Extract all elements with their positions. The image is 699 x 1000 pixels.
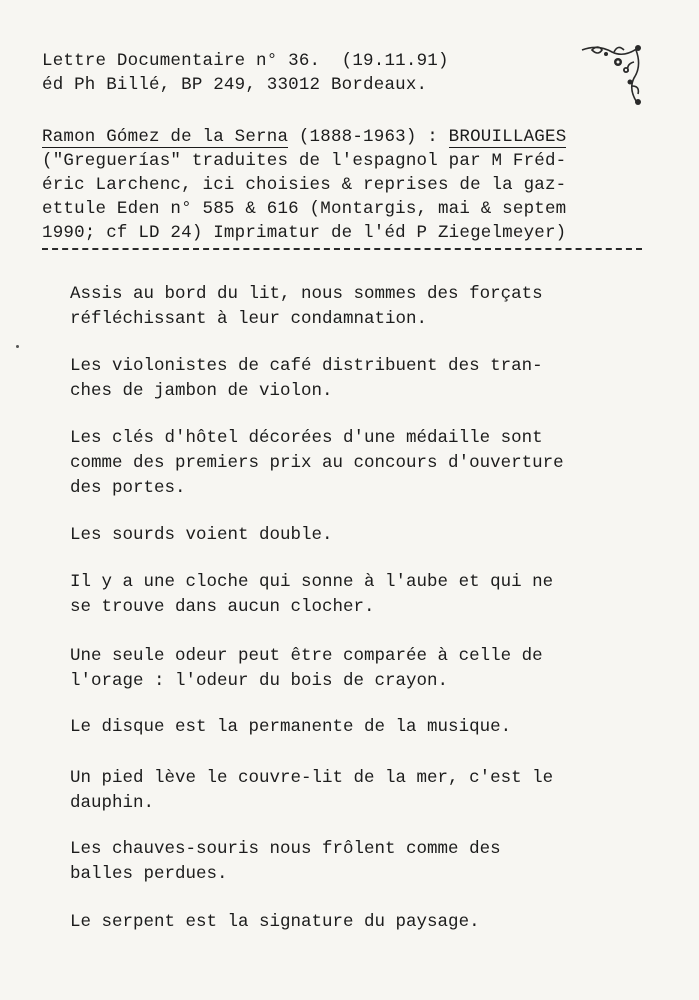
gregueria-paragraph [70,715,650,740]
gregueria-line: comme des premiers prix au concours d'ouverture [70,453,564,473]
gregueria-line: l'orage : l'odeur du bois de crayon. [70,671,449,691]
gregueria-paragraph [70,282,650,332]
author-dates: (1888-1963) : [288,127,449,147]
gregueria-line: dauphin. [70,793,155,813]
author-name: Ramon Gómez de la Serna [42,127,289,147]
gregueria-line: Les sourds voient double. [70,525,333,545]
intro-line-4: 1990; cf LD 24) Imprimatur de l'éd P Ziegelmeyer) [42,223,567,243]
gregueria-paragraph [70,644,650,694]
gregueria-line: Le disque est la permanente de la musique. [70,717,512,737]
gregueria-paragraph [70,523,650,548]
intro-line-2: éric Larchenc, ici choisies & reprises de la gaz- [42,175,567,195]
gregueria-line: des portes. [70,478,186,498]
paper-speck [16,345,19,348]
gregueria-line: réfléchissant à leur condamnation. [70,309,428,329]
gregueria-line: Les chauves-souris nous frôlent comme des [70,839,501,859]
gregueria-paragraph [70,910,650,935]
gregueria-paragraph [70,570,650,620]
gregueria-line: se trouve dans aucun clocher. [70,597,375,617]
gregueria-paragraph [70,837,650,887]
work-title: BROUILLAGES [448,127,567,147]
gregueria-line: Le serpent est la signature du paysage. [70,912,480,932]
newsletter-number: Lettre Documentaire n° 36. [42,51,321,71]
gregueria-line: Les violonistes de café distribuent des tran- [70,356,543,376]
gregueria-line: Il y a une cloche qui sonne à l'aube et qui ne [70,572,554,592]
gregueria-line: Une seule odeur peut être comparée à celle de [70,646,543,666]
gregueria-paragraph [70,354,650,404]
dashed-divider [42,248,642,250]
intro-line-1: ("Greguerías" traduites de l'espagnol par M Fréd- [42,151,567,171]
floral-corner-icon [578,42,644,108]
gregueria-line: Assis au bord du lit, nous sommes des forçats [70,284,543,304]
intro-line-3: ettule Eden n° 585 & 616 (Montargis, mai & septem [42,199,567,219]
title-line [42,126,566,148]
newsletter-date: (19.11.91) [341,51,449,71]
header-line-2: éd Ph Billé, BP 249, 33012 Bordeaux. [42,75,428,95]
gregueria-line: Les clés d'hôtel décorées d'une médaille sont [70,428,543,448]
gregueria-paragraph [70,426,650,501]
gregueria-line: Un pied lève le couvre-lit de la mer, c'est le [70,768,554,788]
gregueria-line: balles perdues. [70,864,228,884]
gregueria-line: ches de jambon de violon. [70,381,333,401]
header-line-1 [42,50,449,72]
gregueria-paragraph [70,766,650,816]
